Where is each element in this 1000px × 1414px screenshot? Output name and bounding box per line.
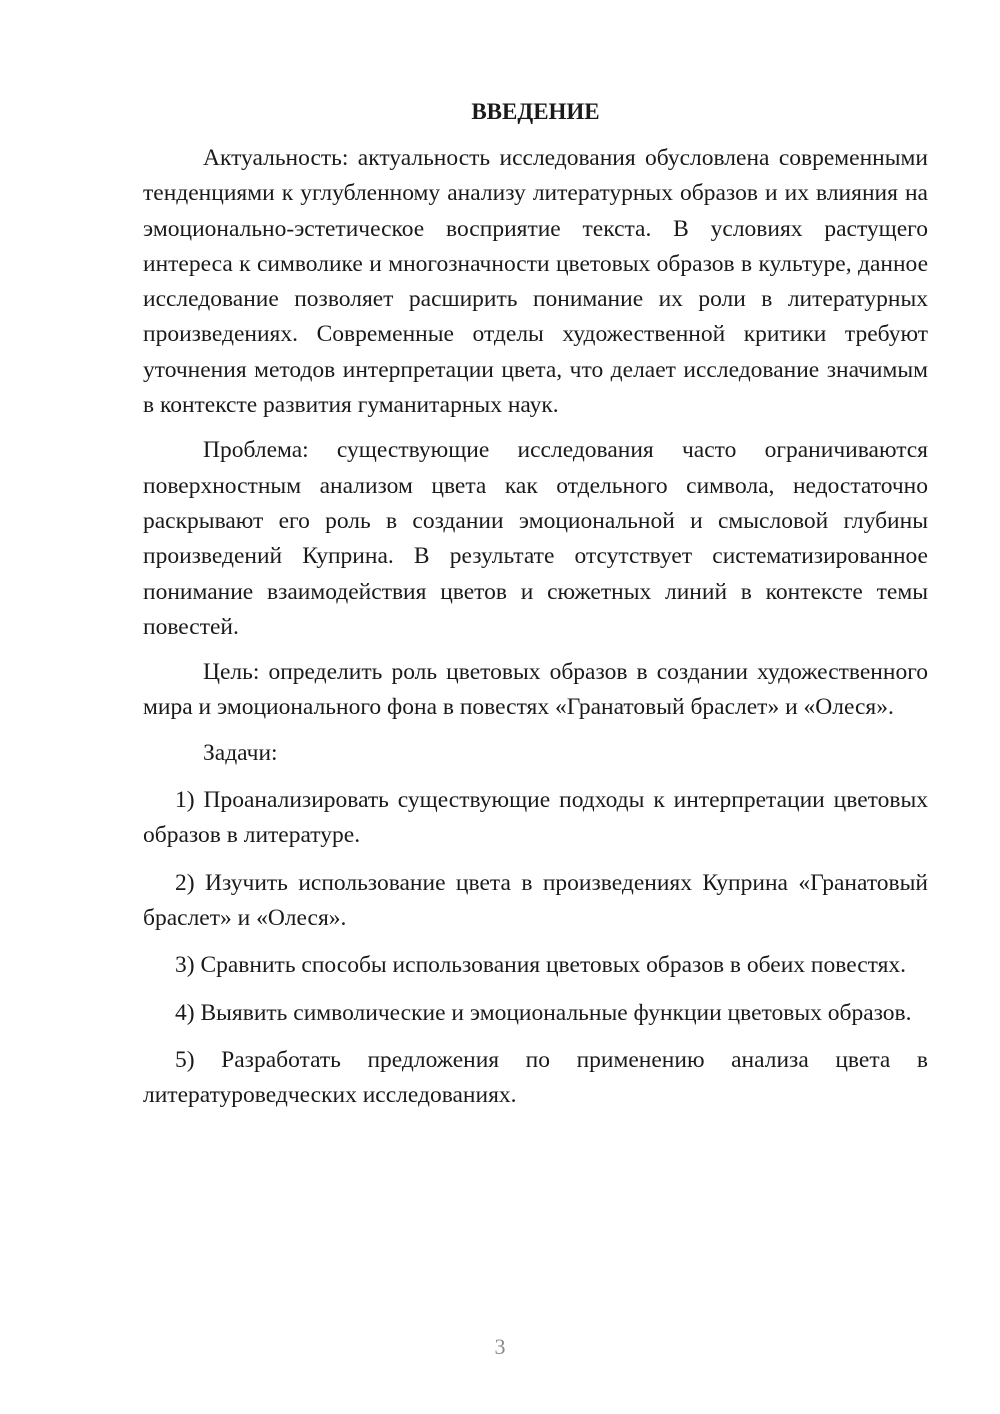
- page-number: 3: [494, 1334, 506, 1359]
- list-item: 5) Разработать предложения по применению анализа цвета в литературоведческих исследованиях.: [143, 1046, 928, 1109]
- list-item: 4) Выявить символические и эмоциональные функции цветовых образов.: [175, 999, 912, 1026]
- problem-paragraph: Проблема: существующие исследования часто ограничиваются поверхностным анализом цвета как отдельного символа, недостаточно раскрывают его роль в создании эмоциональной и смысловой глубины произведений Куприна. В результате отсутствует систематизированное понимание взаимодействия цветов и сюжетных линий в контексте темы повестей.: [143, 437, 928, 640]
- goal-paragraph: Цель: определить роль цветовых образов в создании художественного мира и эмоционального фона в повестях «Гранатовый браслет» и «Олеся».: [143, 659, 928, 721]
- relevance-paragraph: Актуальность: актуальность исследования обусловлена современными тенденциями к углубленному анализу литературных образов и их влияния на эмоционально-эстетическое восприятие текста. В условиях растущего интереса к символике и многозначности цветовых образов в культуре, данное исследование позволяет расширить понимание их роли в литературных произведениях. Современные отделы художественной критики требуют уточнения методов интерпретации цвета, что делает исследование значимым в контексте развития гуманитарных наук.: [143, 145, 928, 419]
- tasks-heading: Задачи:: [203, 739, 278, 766]
- tasks-list: [143, 783, 928, 1113]
- page-title: ВВЕДЕНИЕ: [471, 99, 600, 124]
- list-item: 2) Изучить использование цвета в произведениях Куприна «Гранатовый браслет» и «Олеся».: [143, 869, 928, 931]
- document-page: [143, 94, 928, 1113]
- list-item: 3) Сравнить способы использования цветовых образов в обеих повестях.: [175, 952, 907, 979]
- list-item: 1) Проанализировать существующие подходы к интерпретации цветовых образов в литературе.: [143, 787, 928, 849]
